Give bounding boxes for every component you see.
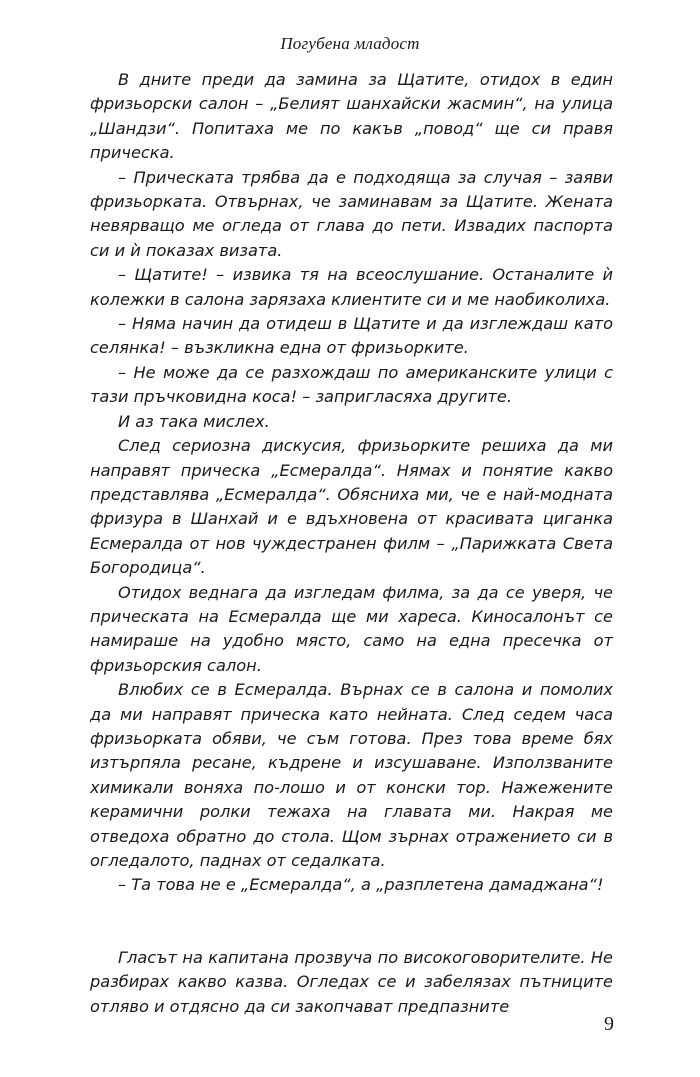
paragraph: – Няма начин да отидеш в Щатите и да изглеждаш като селянка! – възкликна една от фризьорките. [90, 314, 613, 358]
page-number: 9 [604, 1013, 614, 1035]
paragraph: Гласът на капитана прозвуча по високоговорителите. Не разбирах какво казва. Огледах се и забелязах пътниците отляво и отдясно да си закопчават предпазните [90, 947, 613, 1016]
paragraph: – Щатите! – извика тя на всеослушание. Останалите ѝ колежки в салона зарязаха клиентите си и ме наобиколиха. [90, 265, 613, 309]
paragraph: – Та това не е „Есмералда“, а „разплетена дамаджана“! [118, 875, 604, 895]
section-break [90, 898, 613, 946]
paragraph: И аз така мислех. [118, 411, 270, 431]
paragraph: Влюбих се в Есмералда. Върнах се в салона и помолих да ми направят прическа като нейната. След седем часа фризьорката обяви, че съм готова. През това време бях изтърпяла ресане, къдрене и изсушаване. Използваните химикали воняха по-лошо и от конски тор. Нажежените керамични ролки тежаха на главата ми. Накрая ме отведоха обратно до стола. Щом зърнах отражението си в огледалото, паднах от седалката. [90, 680, 613, 870]
paragraph: След сериозна дискусия, фризьорките решиха да ми направят прическа „Есмералда“. Нямах и понятие какво представлява „Есмералда“. Обясниха ми, че е най-модната фризура в Шанхай и е вдъхновена от красивата циганка Есмералда от нов чуждестранен филм – „Парижката Света Богородица“. [90, 436, 613, 578]
paragraph: В дните преди да замина за Щатите, отидох в един фризьорски салон – „Белият шанхайски жасмин“, на улица „Шандзи“. Попитаха ме по какъв „повод“ ще си правя прическа. [90, 70, 613, 163]
body-text [90, 68, 613, 1019]
paragraph: Отидох веднага да изгледам филма, за да се уверя, че прическата на Есмералда ще ми хареса. Киносалонът се намираше на удобно място, само на една пресечка от фризьорския салон. [90, 582, 613, 675]
paragraph: – Прическата трябва да е подходяща за случая – заяви фризьорката. Отвърнах, че заминавам за Щатите. Жената невярващо ме огледа от глава до пети. Извадих паспорта си и ѝ показах визата. [90, 167, 613, 260]
paragraph: – Не може да се разхождаш по американските улици с тази пръчковидна коса! – запригласяха другите. [90, 362, 613, 407]
running-head: Погубена младост [280, 34, 420, 53]
